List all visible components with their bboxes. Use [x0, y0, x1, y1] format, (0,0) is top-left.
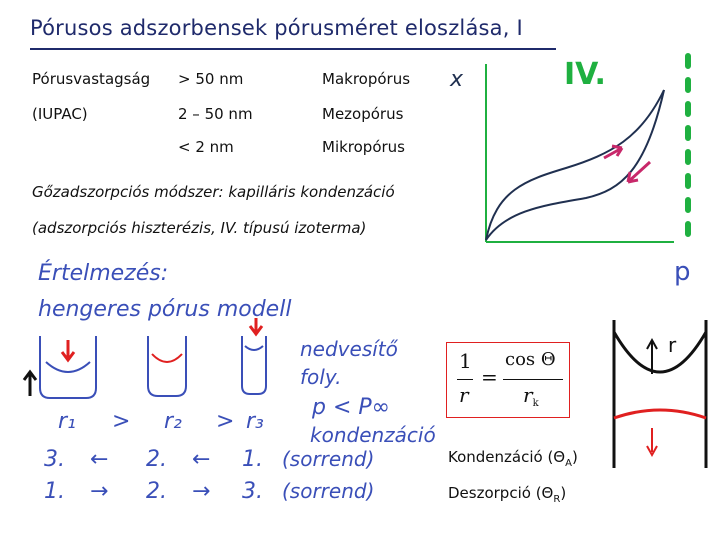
- sketch-condition: p < P∞: [312, 395, 390, 420]
- order2-step1: 1.: [44, 479, 65, 504]
- arrow-down-wide: [62, 340, 74, 360]
- condensation-caption-close: ): [571, 448, 578, 466]
- sketch-wetting-label: nedvesítő: [300, 337, 398, 361]
- row2-class: (IUPAC): [32, 105, 88, 123]
- pore-narrow: [242, 336, 266, 394]
- sketch-condensation-label: kondenzáció: [310, 423, 436, 447]
- row2-size: 2 – 50 nm: [178, 105, 253, 123]
- order2-arrow-1: →: [90, 479, 109, 504]
- desorption-caption: [448, 484, 566, 505]
- condensation-caption: [448, 448, 578, 469]
- order1-step2: 2.: [146, 447, 167, 472]
- arrow-up-wide: [24, 372, 36, 396]
- row2-name: Mezopórus: [322, 105, 404, 123]
- row1-size: > 50 nm: [178, 70, 244, 88]
- row3-name: Mikropórus: [322, 138, 405, 156]
- order1-step3: 3.: [44, 447, 65, 472]
- page-title: Pórusos adszorbensek pórusméret eloszlása, I: [30, 16, 523, 40]
- kelvin-formula: [446, 342, 570, 418]
- meniscus-medium: [152, 354, 182, 362]
- formula-denominator-right: [523, 383, 539, 409]
- order2-label: (sorrend): [282, 479, 375, 503]
- radius-label: r: [668, 333, 677, 357]
- isotherm-sketch: [436, 50, 698, 290]
- pore-medium: [148, 336, 186, 396]
- desorption-caption-sub: R: [553, 494, 561, 505]
- radius-r2: r₂: [164, 409, 182, 434]
- meniscus-receding: [614, 410, 706, 418]
- order2-arrow-2: →: [192, 479, 211, 504]
- meniscus-advancing: [614, 332, 706, 372]
- row1-class: Pórusvastagság: [32, 70, 151, 88]
- condensation-caption-text: Kondenzáció (Θ: [448, 448, 566, 466]
- row3-size: < 2 nm: [178, 138, 234, 156]
- radius-r3: r₃: [246, 409, 264, 434]
- row1-name: Makropórus: [322, 70, 411, 88]
- formula-equals: =: [481, 365, 498, 389]
- order2-step2: 2.: [146, 479, 167, 504]
- radius-r1: r₁: [58, 409, 76, 434]
- formula-denominator-right-sub: k: [532, 398, 539, 409]
- pore-model-sketch: [20, 258, 440, 510]
- formula-denominator-left: r: [459, 383, 469, 407]
- formula-numerator-right: cos Θ: [505, 349, 556, 370]
- order1-arrow-2: ←: [192, 447, 211, 472]
- order2-step3: 3.: [242, 479, 263, 504]
- fraction-bar-right: [503, 379, 563, 380]
- isotherm-type-label: IV.: [564, 57, 606, 92]
- radius-gt-2: >: [216, 409, 235, 434]
- fraction-bar-left: [457, 379, 473, 380]
- order1-arrow-1: ←: [90, 447, 109, 472]
- formula-numerator-left: 1: [459, 349, 472, 373]
- method-line-1: Gőzadszorpciós módszer: kapilláris kondenzáció: [32, 183, 395, 201]
- sketch-heading: Értelmezés:: [38, 261, 169, 286]
- meniscus-narrow: [245, 346, 263, 350]
- isotherm-x-axis-label: p: [674, 257, 691, 287]
- condensation-caption-sub: A: [565, 458, 572, 469]
- method-line-2: (adszorpciós hiszterézis, IV. típusú izoterma): [32, 219, 367, 237]
- desorption-caption-close: ): [560, 484, 567, 502]
- isotherm-y-axis-label: x: [450, 67, 464, 92]
- desorption-caption-text: Deszorpció (Θ: [448, 484, 554, 502]
- order1-label: (sorrend): [282, 447, 375, 471]
- radius-gt-1: >: [112, 409, 131, 434]
- pore-meniscus-diagram: [608, 318, 712, 478]
- formula-denominator-right-var: r: [523, 383, 533, 407]
- order1-step1: 1.: [242, 447, 263, 472]
- sketch-wetting-label-2: foly.: [300, 365, 342, 389]
- sketch-model-label: hengeres pórus modell: [38, 297, 292, 322]
- meniscus-wide: [46, 362, 90, 372]
